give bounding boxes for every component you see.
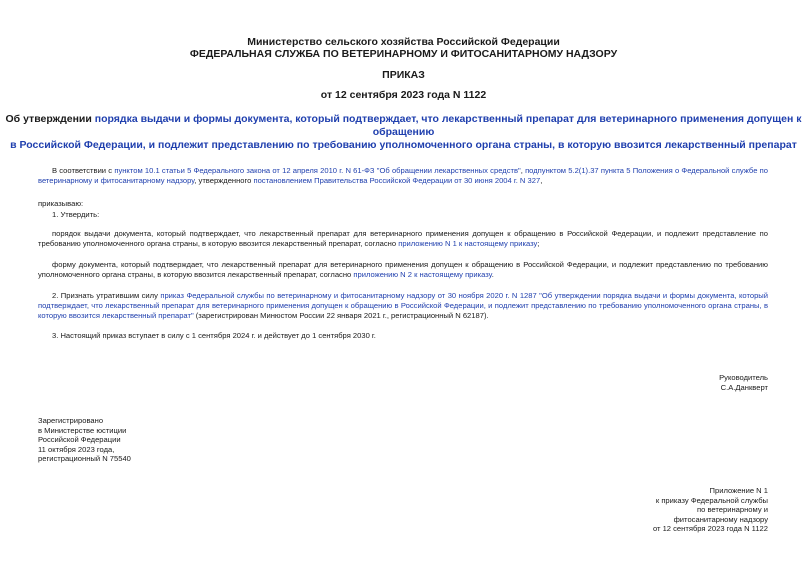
- paragraph-form: [38, 260, 768, 280]
- service-heading: ФЕДЕРАЛЬНАЯ СЛУЖБА ПО ВЕТЕРИНАРНОМУ И ФИТОСАНИТАРНОМУ НАДЗОРУ: [189, 48, 618, 60]
- signature-block: [568, 373, 768, 392]
- form-end: .: [491, 270, 494, 279]
- title-link-2[interactable]: в Российской Федерации, и подлежит представлению по требованию уполномоченного органа страны, в которую ввозится лекарственный препарат: [10, 139, 797, 151]
- item-3: 3. Настоящий приказ вступает в силу с 1 сентября 2024 г. и действует до 1 сентября 2030 г.: [52, 331, 376, 340]
- preamble-link-law[interactable]: пунктом 10.1 статьи 5 Федерального закона от 12 апреля 2010 г. N 61-ФЗ "Об обращении лекарственных средств": [114, 166, 521, 175]
- registration-line: регистрационный N 75540: [38, 454, 131, 464]
- doc-date-number: от 12 сентября 2023 года N 1122: [320, 89, 487, 101]
- preamble-text-2: ,: [520, 166, 526, 175]
- preamble-text-1: В соответствии с: [52, 166, 115, 175]
- appendix-line: к приказу Федеральной службы: [655, 495, 768, 505]
- item-2-text: 2. Признать утратившим силу: [52, 291, 161, 300]
- title-prefix: Об утверждении: [5, 113, 95, 125]
- signature-name: С.А.Данкверт: [720, 382, 768, 392]
- order-word: приказываю:: [38, 199, 84, 208]
- title-link-1[interactable]: порядка выдачи и формы документа, который подтверждает, что лекарственный препарат для ветеринарного применения допущен к обращению: [94, 113, 802, 138]
- paragraph-procedure: [38, 229, 768, 249]
- document-title: [0, 113, 807, 152]
- item-2-end: (зарегистрирован Минюстом России 22 января 2021 г., регистрационный N 62187).: [193, 311, 489, 320]
- appendix-line: Приложение N 1: [709, 486, 768, 495]
- preamble-text-3: , утвержденного: [194, 176, 254, 185]
- item-2-paragraph: [38, 291, 768, 321]
- doc-type-heading: ПРИКАЗ: [382, 69, 425, 81]
- ministry-heading: Министерство сельского хозяйства Российской Федерации: [247, 36, 560, 48]
- procedure-text: порядок выдачи документа, который подтверждает, что лекарственный препарат для ветеринарного применения допущен к обращению в Российской Федерации, и подлежит представление по требованию уполномоченного органа страны, в которую ввозится лекарственный препарат, согласно: [38, 229, 768, 248]
- preamble-paragraph: [38, 166, 768, 186]
- appendix-line: фитосанитарному надзору: [673, 514, 768, 524]
- item-1: 1. Утвердить:: [52, 210, 100, 219]
- procedure-end: ;: [537, 239, 540, 248]
- registration-line: Российской Федерации: [38, 435, 121, 445]
- registration-line: в Министерстве юстиции: [38, 425, 127, 435]
- appendix-header: [468, 486, 768, 534]
- preamble-text-4: ,: [540, 176, 543, 185]
- appendix-1-link[interactable]: приложению N 1 к настоящему приказу: [398, 239, 538, 248]
- preamble-link-decree[interactable]: постановлением Правительства Российской Федерации от 30 июня 2004 г. N 327: [253, 176, 541, 185]
- registration-line: Зарегистрировано: [38, 416, 104, 425]
- registration-block: [38, 416, 278, 464]
- appendix-line: от 12 сентября 2023 года N 1122: [652, 524, 768, 534]
- repealed-order-link[interactable]: приказ Федеральной службы по ветеринарному и фитосанитарному надзору от 30 ноября 2020 г. N 1287 "Об утверждении порядка выдачи и формы документа, который подтверждает, что лекарственный препарат для ветеринарного применения допущен к обращению в Российской Федерации, и подлежит представлению по требованию уполномоченного органа страны, в которую ввозится лекарственный препарат": [38, 291, 768, 320]
- preamble-link-regulation[interactable]: подпунктом 5.2(1).37 пункта 5 Положения о Федеральной службе по ветеринарному и фитосанитарному надзору: [38, 166, 768, 185]
- appendix-2-link[interactable]: приложению N 2 к настоящему приказу: [353, 270, 492, 279]
- registration-line: 11 октября 2023 года,: [38, 444, 115, 454]
- appendix-line: по ветеринарному и: [697, 505, 768, 515]
- signature-role: Руководитель: [719, 373, 768, 382]
- form-text: форму документа, который подтверждает, что лекарственный препарат для ветеринарного применения допущен к обращению в Российской Федерации, и подлежит представлению по требованию уполномоченного органа страны, в которую ввозится лекарственный препарат, согласно: [38, 260, 768, 279]
